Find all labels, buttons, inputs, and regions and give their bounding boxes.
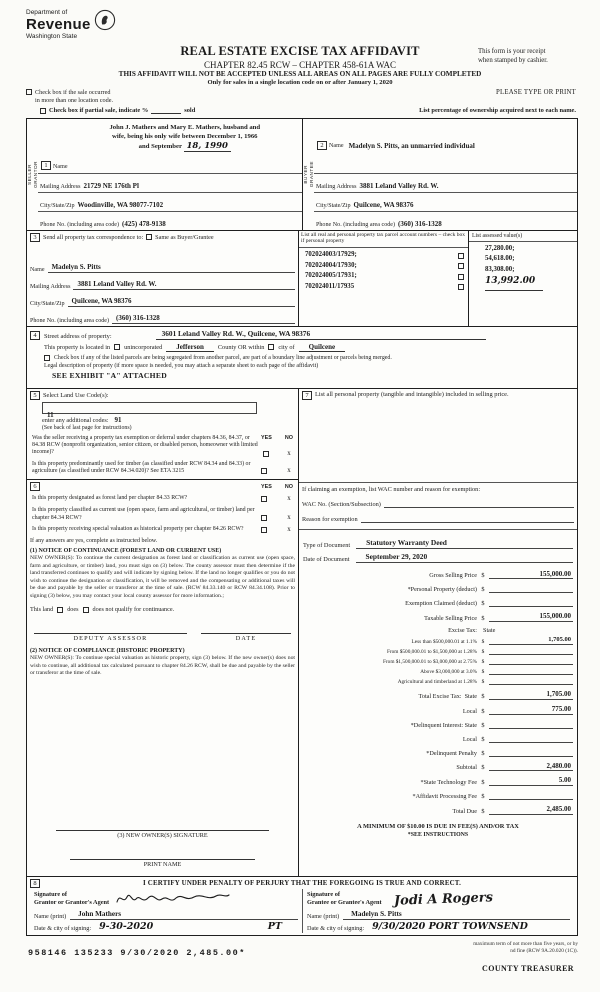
s5-q1-yes-checkbox[interactable] — [263, 451, 269, 457]
personal-property-checkbox[interactable] — [458, 263, 464, 269]
multi-location-label: Check box if the sale occurred in more than one location code. — [35, 89, 114, 104]
logo-dept-text: Department of — [26, 9, 68, 16]
affidavit-processing-fee-value[interactable] — [489, 791, 573, 800]
grantee-signature-label: Signature of Grantee or Grantee's Agent — [307, 891, 382, 907]
state-technology-fee-value: 5.00 — [489, 776, 573, 786]
section-5-number: 5 — [30, 391, 40, 400]
buyer-grantee-side-label: BUYER GRANTEE — [303, 160, 314, 188]
grantor-name-print-value: John Mathers — [70, 910, 298, 920]
yes-column-label: YES — [261, 434, 272, 441]
exemption-claimed-row: Exemption Claimed (deduct) $ — [303, 598, 573, 607]
same-as-buyer-checkbox[interactable] — [146, 234, 152, 240]
personal-property-deduct-value[interactable] — [489, 584, 573, 593]
see-instructions-note: *SEE INSTRUCTIONS — [407, 831, 469, 838]
corr-mailing-value: 3881 Leland Valley Rd. W. — [73, 280, 295, 290]
s6-question-3: Is this property receiving special valuation as historical property per chapter 84.26 RCW? — [32, 526, 244, 533]
agricultural-value[interactable] — [489, 677, 573, 685]
personal-property-checkbox[interactable] — [458, 253, 464, 259]
reason-label: Reason for exemption — [302, 515, 358, 523]
section-3-correspondence — [27, 231, 299, 326]
if-yes-note: If any answers are yes, complete as instructed below. — [30, 538, 158, 545]
new-owner-signature-line[interactable]: (3) NEW OWNER(S) SIGNATURE — [56, 830, 269, 839]
total-excise-state-value: 1,705.00 — [489, 690, 573, 700]
does-checkbox[interactable] — [57, 607, 63, 613]
dollar-sign: $ — [481, 721, 485, 729]
buyer-phone-label: Phone No. (including area code) — [316, 221, 396, 228]
does-not-label: does not qualify for continuance. — [92, 606, 175, 614]
dollar-sign: $ — [481, 615, 485, 622]
city-of-label: city of — [278, 343, 295, 351]
legal-description-value: SEE EXHIBIT "A" ATTACHED — [52, 370, 168, 380]
street-address-value: 3601 Leland Valley Rd. W., Quilcene, WA 98376 — [156, 329, 486, 340]
buyer-csz-value: Quilcene, WA 98376 — [353, 200, 414, 209]
local-tax-value: 775.00 — [489, 705, 573, 715]
section-6-number: 6 — [30, 482, 40, 491]
corr-phone-label: Phone No. (including area code) — [30, 317, 110, 324]
exemption-intro: If claiming an exemption, list WAC number and reason for exemption: — [302, 485, 481, 493]
dollar-sign: $ — [481, 659, 485, 666]
exemption-claimed-value[interactable] — [489, 598, 573, 607]
buyer-mailing-value: 3881 Leland Valley Rd. W. — [359, 181, 439, 190]
county-value: Jefferson — [166, 343, 214, 352]
corr-csz-label: City/State/Zip — [30, 300, 65, 307]
s6-question-2: Is this property classified as current use (open space, farm and agricultural, or timber) land per chapter 84.34 RCW? — [32, 507, 255, 521]
form-chapter: CHAPTER 82.45 RCW – CHAPTER 458-61A WAC — [204, 60, 396, 70]
city-checkbox[interactable] — [268, 344, 274, 350]
assessed-value: 54,618.00; — [485, 255, 515, 263]
seller-grantor-side-label: SELLER GRANTOR — [27, 160, 38, 188]
buyer-name-value: Madelyn S. Pitts, an unmarried individual — [348, 141, 475, 150]
dor-logo — [26, 9, 116, 40]
dollar-sign: $ — [481, 586, 485, 594]
form-title: REAL ESTATE EXCISE TAX AFFIDAVIT — [180, 44, 420, 58]
dollar-sign: $ — [481, 639, 485, 646]
dollar-sign: $ — [481, 572, 485, 580]
cashier-stamp: 958146 135233 9/30/2020 2,485.00* — [28, 948, 246, 958]
delinquent-penalty-row: *Delinquent Penalty $ — [303, 748, 573, 757]
no-column-label: NO — [284, 434, 293, 441]
single-location-note: Only for sales in a single location code on or after January 1, 2020 — [207, 79, 393, 86]
assessed-value-handwritten: 13,992.00 — [485, 275, 543, 291]
dollar-sign: $ — [481, 679, 485, 686]
print-name-line[interactable]: PRINT NAME — [70, 859, 255, 868]
tier1-value: 1,705.00 — [489, 636, 573, 645]
dollar-sign: $ — [481, 749, 485, 757]
s6-q1-yes-checkbox[interactable] — [261, 496, 267, 502]
s6-q1-no-mark: x — [287, 494, 291, 503]
dollar-sign: $ — [481, 600, 485, 608]
corr-phone-value: (360) 316-1328 — [112, 314, 295, 324]
receipt-note-line2: when stamped by cashier. — [478, 56, 548, 64]
land-use-code-value: 11 — [47, 410, 54, 419]
see-back-note: (See back of last page for instructions) — [42, 424, 132, 431]
state-technology-fee-row: *State Technology Fee $ 5.00 — [420, 776, 571, 787]
grantor-date-handwritten: 9-30-2020 — [99, 921, 154, 932]
additional-code-value: 91 — [114, 415, 122, 424]
tier4-value[interactable] — [489, 667, 573, 675]
unincorporated-checkbox[interactable] — [114, 344, 120, 350]
notice-compliance-title: (2) NOTICE OF COMPLIANCE (HISTORIC PROPERTY) — [30, 648, 185, 655]
grantee-name-print-value: Madelyn S. Pitts — [343, 910, 570, 920]
notice-compliance-body: NEW OWNER(S): To continue special valuation as historic property, sign (3) below. If the new owner(s) does not wish to continue, all additional tax calculated pursuant to chapter 84.26 RCW, shall be due and payable by the seller or transferor at the time of sale. — [30, 655, 295, 677]
does-label: does — [67, 606, 79, 614]
yes-column-label: YES — [261, 483, 272, 490]
doc-type-value: Statutory Warranty Deed — [356, 538, 573, 549]
receipt-note-line1: This form is your receipt — [478, 48, 546, 55]
please-type-note: PLEASE TYPE OR PRINT — [496, 89, 576, 96]
logo-state-text: Washington State — [26, 33, 78, 40]
corr-csz-value: Quilcene, WA 98376 — [68, 297, 295, 307]
grantee-name-print-label: Name (print) — [307, 913, 340, 920]
money-table — [299, 563, 577, 815]
dollar-sign: $ — [481, 649, 485, 656]
grantor-name-print-label: Name (print) — [34, 913, 67, 920]
tier1-row: Less than $500,000.01 at 1.1% $ 1,705.00 — [411, 636, 571, 646]
no-column-label: NO — [284, 483, 293, 490]
grantee-signature[interactable]: Jodi A Rogers — [393, 890, 493, 909]
delinquent-interest-local-value[interactable] — [489, 734, 573, 743]
county-or-within-label: County OR within — [217, 343, 265, 351]
this-land-label: This land — [30, 606, 54, 614]
additional-codes-row: enter any additional codes: 91 — [42, 415, 122, 424]
total-due-row: Total Due $ 2,485.00 — [452, 805, 571, 815]
doc-date-value: September 29, 2020 — [356, 552, 573, 563]
s5-q2-no-mark: x — [287, 466, 291, 475]
gross-selling-price-row: Gross Selling Price $ 155,000.00 — [429, 569, 571, 580]
delinquent-penalty-value[interactable] — [489, 748, 573, 757]
grantor-signature[interactable] — [113, 889, 233, 909]
grantee-signature-block — [302, 889, 574, 933]
street-address-label: Street address of property: — [44, 332, 112, 340]
logo-revenue-text: Revenue — [26, 16, 91, 33]
excise-state-label: State — [483, 627, 496, 634]
county-treasurer-label: COUNTY TREASURER — [482, 964, 574, 973]
parcel-number: 702024003/17929; — [305, 251, 357, 259]
multi-location-checkbox[interactable] — [26, 89, 32, 95]
local-tax-row: Local $ 775.00 — [462, 704, 571, 715]
personal-property-checkbox[interactable] — [458, 274, 464, 280]
corr-name-label: Name — [30, 266, 45, 273]
tier3-row: From $1,500,000.01 to $3,000,000 at 2.75% $ — [303, 657, 573, 665]
dollar-sign: $ — [481, 779, 485, 787]
tier2-row: From $500,000.01 to $1,500,000 at 1.28% $ — [303, 647, 573, 655]
grantor-date-label: Date & city of signing: — [34, 924, 92, 932]
delinquent-interest-state-row: *Delinquent Interest: State $ — [303, 720, 573, 729]
doc-date-label: Date of Document — [303, 555, 350, 563]
section-1-number: 1 — [41, 161, 51, 170]
acceptance-warning: THIS AFFIDAVIT WILL NOT BE ACCEPTED UNLESS ALL AREAS ON ALL PAGES ARE FULLY COMPLETED — [118, 70, 482, 78]
segregated-checkbox[interactable] — [44, 355, 50, 361]
dollar-sign: $ — [481, 735, 485, 743]
section-8-number: 8 — [30, 879, 40, 888]
s6-q2-no-mark: x — [287, 513, 291, 522]
dollar-sign: $ — [481, 707, 485, 715]
city-value: Quilcene — [299, 343, 345, 352]
minimum-fee-note: A MINIMUM OF $10.00 IS DUE IN FEE(S) AND/OR TAX — [357, 822, 519, 830]
title-block — [130, 44, 470, 70]
section-1-seller — [27, 119, 302, 230]
corr-name-value: Madelyn S. Pitts — [48, 263, 295, 273]
taxable-selling-price-value: 155,000.00 — [489, 612, 573, 622]
total-excise-state-row: Total Excise Tax: State $ 1,705.00 — [418, 690, 571, 700]
tier2-value[interactable] — [489, 647, 573, 655]
s5-question-1: Was the seller receiving a property tax exemption or deferral under chapters 84.36, 84.37, or 84.38 RCW (nonprofit organization, senior citizen, or disabled person, homeowner with limited income)? — [32, 434, 258, 456]
agricultural-row: Agricultural and timberland at 1.28% $ — [303, 677, 573, 685]
assessed-value: 83,308.00; — [485, 265, 515, 273]
grantor-signature-label: Signature of Grantor or Grantor's Agent — [34, 891, 110, 907]
section-3-number: 3 — [30, 233, 40, 242]
s5-question-2: Is this property predominantly used for timber (as classified under RCW 84.34 and 84.33) or agriculture (as classified under RCW 84.34.020)? See ETA 3215 — [32, 460, 251, 474]
section-4-number: 4 — [30, 331, 40, 340]
located-in-label: This property is located in — [44, 343, 111, 351]
tier3-value[interactable] — [489, 657, 573, 665]
partial-sale-label: Check box if partial sale, indicate % — [49, 106, 149, 114]
s6-q3-yes-checkbox[interactable] — [261, 527, 267, 533]
delinquent-interest-state-value[interactable] — [489, 720, 573, 729]
parcel-header: List all real and personal property tax parcel account numbers – check box if personal property — [299, 231, 468, 249]
parcel-number: 702024011/17935 — [305, 282, 355, 290]
s6-q3-no-mark: x — [287, 525, 291, 534]
land-use-code-box[interactable] — [42, 402, 257, 419]
deputy-date-line[interactable]: DATE — [201, 633, 291, 642]
unincorporated-label: unincorporated — [124, 343, 163, 351]
s5-q2-yes-checkbox[interactable] — [261, 468, 267, 474]
dollar-sign: $ — [481, 764, 485, 772]
dollar-sign: $ — [481, 807, 485, 815]
section-8-signatures — [27, 877, 577, 935]
land-use-label: Select Land Use Code(s): — [43, 391, 109, 399]
parcel-row — [305, 271, 464, 282]
pre-options-row — [0, 86, 600, 105]
seller-mailing-value: 21729 NE 176th Pl — [83, 181, 139, 190]
buyer-phone-value: (360) 316-1328 — [398, 219, 442, 228]
buyer-csz-label: City/State/Zip — [316, 202, 351, 209]
wac-label: WAC No. (Section/Subsection) — [302, 500, 381, 508]
personal-property-deduct-row: *Personal Property (deduct) $ — [303, 584, 573, 593]
assessed-value: 27,280.00; — [485, 244, 515, 252]
delinquent-interest-local-row: Local $ — [303, 734, 573, 743]
taxable-selling-price-row: Taxable Selling Price $ 155,000.00 — [424, 612, 571, 622]
parcel-row — [305, 261, 464, 272]
assessed-header: List assessed value(s) — [469, 231, 577, 242]
seller-name-value: John J. Mathers and Mary E. Mathers, husband and wife, being his only wife between December 1, 1966 and September 18, 1990 — [109, 123, 261, 151]
seller-csz-value: Woodinville, WA 98077-7102 — [77, 200, 164, 209]
segregated-note: Check box if any of the listed parcels are being segregated from another parcel, are part of a boundary line adjustment or parcels being merged. — [54, 354, 392, 361]
parcel-number: 702024005/17931; — [305, 272, 357, 280]
s5-q1-no-mark: x — [287, 448, 291, 457]
buyer-mailing-label: Mailing Address — [316, 183, 357, 190]
affidavit-form — [26, 118, 578, 936]
assessed-values-panel — [469, 231, 577, 326]
receipt-note — [478, 48, 578, 66]
sold-label: sold — [184, 106, 196, 114]
s6-question-1: Is this property designated as forest land per chapter 84.33 RCW? — [32, 495, 188, 502]
corr-mailing-label: Mailing Address — [30, 283, 71, 290]
certify-statement: I CERTIFY UNDER PENALTY OF PERJURY THAT THE FOREGOING IS TRUE AND CORRECT. — [143, 879, 461, 887]
buyer-name-label: Name — [329, 142, 344, 149]
section-5-land-use — [27, 389, 298, 481]
legal-description-label: Legal description of property (if more space is needed, you may attach a separate sheet to each page of the affidavit) — [44, 362, 319, 369]
does-not-checkbox[interactable] — [83, 607, 89, 613]
excise-tax-header-row: Excise Tax: State — [303, 627, 573, 634]
personal-property-checkbox[interactable] — [458, 284, 464, 290]
doc-type-label: Type of Document — [303, 541, 351, 549]
section-4-property — [27, 327, 577, 388]
parcel-row — [305, 250, 464, 261]
subtotal-value: 2,480.00 — [489, 762, 573, 772]
subtotal-row: Subtotal $ 2,480.00 — [456, 761, 571, 772]
seller-phone-value: (425) 478-9138 — [122, 219, 166, 228]
affidavit-processing-fee-row: *Affidavit Processing Fee $ — [303, 791, 573, 800]
exemption-reason-blank[interactable] — [361, 516, 574, 523]
partial-sale-checkbox[interactable] — [40, 108, 46, 114]
s6-q2-yes-checkbox[interactable] — [261, 515, 267, 521]
seller-mailing-label: Mailing Address — [40, 183, 81, 190]
section-2-number: 2 — [317, 141, 327, 150]
parcel-number: 702024004/17930; — [305, 261, 357, 269]
parcel-row — [305, 282, 464, 293]
correspondence-label: Send all property tax correspondence to: — [43, 233, 144, 241]
notice-continuance-body: NEW OWNER(S): To continue the current designation as forest land or classification as current use (open space, farm and agriculture, or timber) land, you must sign on (3) below. The county assessor must then determine if the land transferred continues to qualify and will indicate by signing below. If the land no longer qualifies or you do not wish to continue the designation or classification, it will be removed and the compensating or additional taxes will be due and payable by the seller or transferor at the time of sale. (RCW 84.33.140 or RCW 84.34.108). Prior to signing (3) below, you may contact your local county assessor for more information.; — [30, 555, 295, 599]
dollar-sign: $ — [481, 793, 485, 801]
washington-profile-seal-icon — [94, 9, 116, 31]
form-header — [0, 0, 600, 70]
dollar-sign: $ — [481, 669, 485, 676]
seller-name-handwritten: 18, 1990 — [184, 141, 231, 152]
perjury-note: maximum term of not more than five years, or by nd fine (RCW 9A.20.020 (1C)). — [473, 941, 578, 955]
tier4-row: Above $3,000,000 at 3.0% $ — [303, 667, 573, 675]
gross-selling-price-value: 155,000.00 — [489, 570, 573, 580]
section-6-classification — [27, 480, 298, 875]
seller-phone-label: Phone No. (including area code) — [40, 221, 120, 228]
grantee-date-label: Date & city of signing: — [307, 924, 365, 932]
section-2-buyer — [302, 119, 577, 230]
section-7-tax-computation — [299, 389, 577, 876]
wac-number-blank[interactable] — [384, 501, 574, 508]
dollar-sign: $ — [481, 692, 485, 700]
total-due-value: 2,485.00 — [489, 805, 573, 815]
partial-sale-percent-blank[interactable] — [151, 108, 181, 114]
section-7-number: 7 — [302, 391, 312, 400]
partial-sale-row — [0, 105, 600, 116]
parcel-numbers-panel — [299, 231, 469, 326]
grantor-city-handwritten: PT — [267, 921, 282, 932]
same-as-buyer-label: Same as Buyer/Grantee — [155, 233, 214, 241]
ownership-percentage-note: List percentage of ownership acquired next to each name. — [419, 106, 576, 114]
grantee-date-handwritten: 9/30/2020 PORT TOWNSEND — [372, 921, 528, 932]
grantor-signature-block — [30, 889, 302, 933]
notice-continuance-title: (1) NOTICE OF CONTINUANCE (FOREST LAND OR CURRENT USE) — [30, 548, 222, 555]
seller-csz-label: City/State/Zip — [40, 202, 75, 209]
deputy-assessor-sign-line[interactable]: DEPUTY ASSESSOR — [34, 633, 187, 642]
seller-name-label: Name — [53, 163, 68, 170]
personal-property-label: List all personal property (tangible and intangible) included in selling price. — [315, 390, 509, 398]
